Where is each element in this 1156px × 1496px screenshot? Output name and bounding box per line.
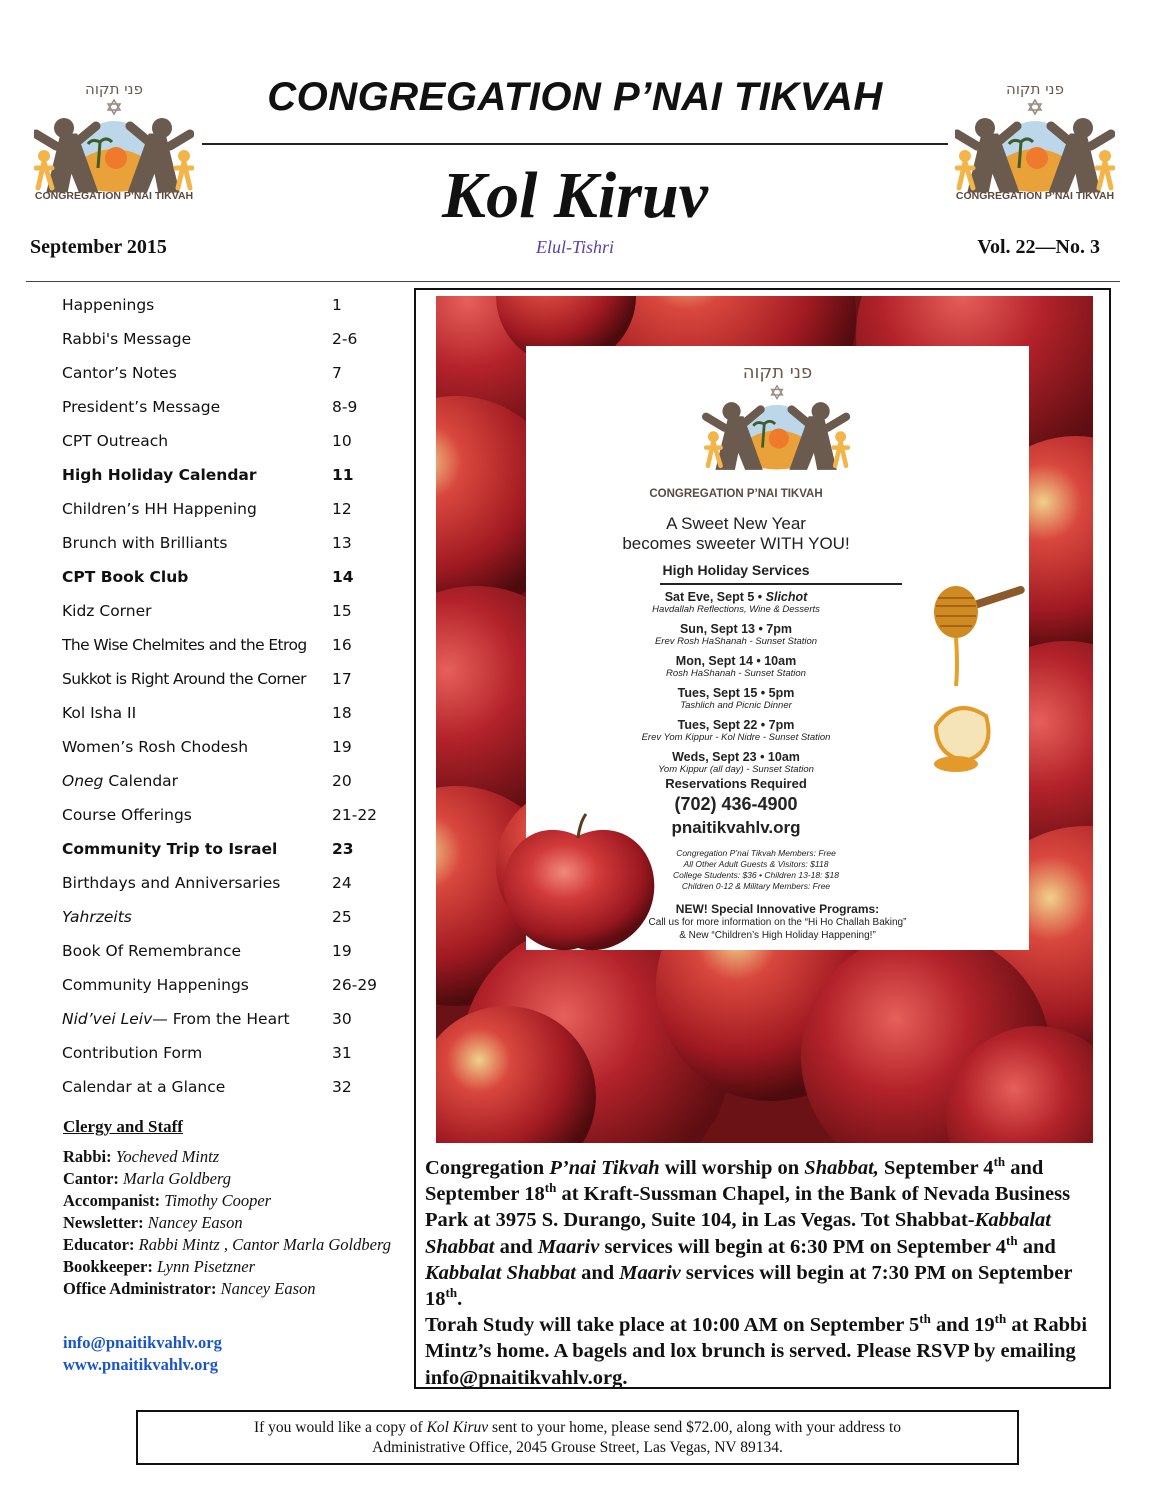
toc-title: Community Happenings — [62, 976, 249, 994]
flyer-price-line: Children 0-12 & Military Members: Free — [681, 881, 831, 891]
toc-page: 13 — [332, 534, 352, 552]
toc-title: High Holiday Calendar — [62, 466, 257, 484]
worship-text: at Kraft-Sussman Chapel, in the Bank of Nevada Business Park at 3975 S. Durango, Suite 104, in Las Vegas. Tot Shabbat- — [425, 1183, 1071, 1232]
flyer-event-list — [526, 590, 946, 782]
toc-row[interactable] — [62, 934, 402, 968]
toc-row[interactable] — [62, 662, 402, 696]
toc-row[interactable] — [62, 288, 402, 322]
toc-row[interactable] — [62, 526, 402, 560]
toc-title: Rabbi's Message — [62, 330, 192, 348]
toc-row[interactable] — [62, 560, 402, 594]
staff-member — [63, 1278, 393, 1300]
flyer-event — [526, 686, 946, 711]
worship-text: Maariv — [537, 1235, 600, 1258]
ordinal-suffix: th — [993, 1154, 1006, 1170]
footer-text: sent to your home, please send $72.00, along with your address to — [488, 1419, 902, 1436]
toc-title: Brunch with Brilliants — [62, 534, 228, 552]
flyer-tagline-2: becomes sweeter WITH YOU! — [622, 534, 850, 553]
toc-page: 1 — [332, 296, 342, 314]
worship-text: will worship on — [659, 1157, 805, 1179]
toc-page: 21-22 — [332, 806, 378, 824]
worship-text: Shabbat, — [804, 1157, 879, 1179]
worship-text: Maariv — [619, 1261, 681, 1284]
flyer-event-time: Sun, Sept 13 • 7pm — [679, 622, 793, 636]
staff-member — [63, 1212, 393, 1234]
staff-name: Nancey Eason — [147, 1213, 243, 1232]
flyer-tagline-1: A Sweet New Year — [666, 514, 806, 533]
toc-title: Calendar at a Glance — [62, 1078, 226, 1096]
staff-member — [63, 1234, 393, 1256]
toc-page: 14 — [332, 568, 354, 586]
torah-study-text: Torah Study will take place at 10:00 AM on September 5 — [425, 1314, 920, 1337]
staff-role: Educator: — [63, 1235, 135, 1254]
toc-row[interactable] — [62, 730, 402, 764]
toc-page: 23 — [332, 840, 354, 858]
toc-row[interactable] — [62, 968, 402, 1002]
toc-title: Kidz Corner — [62, 602, 152, 620]
flyer-event-time: Sat Eve, Sept 5 • — [664, 590, 766, 604]
toc-page: 26-29 — [332, 976, 378, 994]
staff-heading: Clergy and Staff — [63, 1117, 183, 1136]
flyer-event-when — [526, 590, 946, 604]
toc-title-italic: Yahrzeits — [62, 908, 132, 926]
worship-text: Kabbalat Shabbat — [425, 1261, 576, 1284]
toc-page: 8-9 — [332, 398, 358, 416]
worship-text: September 4 — [878, 1157, 994, 1179]
flyer-event-detail: Rosh HaShanah - Sunset Station — [666, 668, 806, 679]
flyer-event-detail: Erev Rosh HaShanah - Sunset Station — [654, 636, 818, 647]
issue-date: September 2015 — [30, 236, 167, 258]
worship-text: and — [494, 1235, 538, 1258]
toc-row[interactable] — [62, 458, 402, 492]
flyer-event-time: Tues, Sept 15 • 5pm — [677, 686, 795, 700]
toc-title: The Wise Chelmites and the Etrog — [62, 636, 307, 654]
staff-role: Cantor: — [63, 1169, 119, 1188]
toc-title: CPT Outreach — [62, 432, 169, 450]
worship-text: services will begin at 6:30 PM on September 4 — [599, 1235, 1007, 1258]
toc-row[interactable] — [62, 696, 402, 730]
logo-right — [955, 80, 1115, 220]
flyer-event-when — [526, 750, 946, 764]
toc-row[interactable] — [62, 866, 402, 900]
staff-member — [63, 1190, 393, 1212]
staff-role: Accompanist: — [63, 1191, 161, 1210]
toc-row[interactable] — [62, 322, 402, 356]
toc-row[interactable] — [62, 390, 402, 424]
toc-title: CPT Book Club — [62, 568, 189, 586]
logo-caption: CONGREGATION P’NAI TIKVAH — [34, 190, 194, 202]
toc-row[interactable] — [62, 764, 402, 798]
toc-page: 16 — [332, 636, 352, 654]
footer-text: Kol Kiruv — [426, 1419, 489, 1436]
flyer-event-when — [526, 718, 946, 732]
toc-row[interactable] — [62, 1002, 402, 1036]
ordinal-suffix: th — [1006, 1232, 1018, 1248]
website-link[interactable]: www.pnaitikvahlv.org — [63, 1355, 218, 1374]
toc-title: Children’s HH Happening — [62, 500, 257, 518]
flyer-new-programs: NEW! Special Innovative Programs: — [675, 902, 880, 916]
worship-text: services will begin at 7:30 PM on September 18 — [425, 1261, 1073, 1311]
toc-title-italic: Nid’vei Leiv — [62, 1010, 153, 1028]
flyer-event-time: Mon, Sept 14 • 10am — [675, 654, 797, 668]
toc-row[interactable] — [62, 628, 402, 662]
toc-page: 24 — [332, 874, 352, 892]
toc-title: Community Trip to Israel — [62, 840, 278, 858]
toc-row[interactable] — [62, 900, 402, 934]
toc-title: Kol Isha II — [62, 704, 137, 722]
flyer-event-name: Slichot — [765, 590, 808, 604]
toc-title: President’s Message — [62, 398, 221, 416]
footer-address: Administrative Office, 2045 Grouse Street, Las Vegas, NV 89134. — [372, 1439, 783, 1456]
apple-icon — [496, 808, 660, 958]
toc-row[interactable] — [62, 594, 402, 628]
flyer-price-line: College Students: $36 • Children 13-18: $18 — [672, 870, 839, 880]
staff-role: Rabbi: — [63, 1147, 112, 1166]
toc-row[interactable] — [62, 798, 402, 832]
toc-title-rest: Calendar — [103, 772, 179, 790]
flyer-phone[interactable]: (702) 436-4900 — [674, 794, 798, 814]
header-divider — [26, 281, 1120, 282]
toc-row[interactable] — [62, 424, 402, 458]
toc-row[interactable] — [62, 832, 402, 866]
worship-text: and September 18 — [425, 1157, 1044, 1206]
toc-page: 15 — [332, 602, 352, 620]
toc-page: 11 — [332, 466, 354, 484]
staff-name: Marla Goldberg — [123, 1169, 232, 1188]
flyer-website[interactable]: pnaitikvahlv.org — [671, 818, 801, 837]
flyer-event — [526, 654, 946, 679]
toc-title: Cantor’s Notes — [62, 364, 177, 382]
staff-name: Rabbi Mintz , Cantor Marla Goldberg — [138, 1235, 392, 1254]
table-of-contents — [62, 288, 402, 1104]
hebrew-month: Elul-Tishri — [535, 237, 615, 257]
staff-list — [63, 1146, 393, 1300]
worship-text: P’nai Tikvah — [549, 1157, 660, 1179]
toc-page: 30 — [332, 1010, 352, 1028]
flyer-price-line: Congregation P’nai Tikvah Members: Free — [676, 848, 836, 858]
toc-row[interactable] — [62, 492, 402, 526]
contact-links — [63, 1332, 222, 1376]
torah-study-text: and 19 — [930, 1314, 995, 1337]
flyer-event-detail: Erev Yom Kippur - Kol Nidre - Sunset Station — [641, 732, 831, 743]
torah-study-text: at Rabbi Mintz’s home. A bagels and lox brunch is served. Please RSVP by emailing info@pnaitikvahlv.org. — [425, 1314, 1088, 1389]
staff-role: Newsletter: — [63, 1213, 144, 1232]
staff-role: Bookkeeper: — [63, 1257, 153, 1276]
flyer-rule — [660, 583, 902, 585]
staff-member — [63, 1146, 393, 1168]
ordinal-suffix: th — [994, 1311, 1007, 1327]
flyer-services-title: High Holiday Services — [662, 562, 810, 578]
toc-page: 20 — [332, 772, 352, 790]
toc-title — [62, 772, 332, 790]
subscription-note — [136, 1410, 1019, 1465]
flyer-event-detail: Yom Kippur (all day) - Sunset Station — [658, 764, 814, 775]
flyer-programs-1: Call us for more information on the “Hi Ho Challah Baking” — [648, 917, 907, 928]
header-rule — [202, 143, 948, 145]
toc-page: 7 — [332, 364, 342, 382]
flyer-hebrew: פני תקוה — [742, 362, 813, 383]
staff-name: Lynn Pisetzner — [156, 1257, 255, 1276]
congregation-title: CONGREGATION P’NAI TIKVAH — [267, 75, 883, 119]
toc-page: 10 — [332, 432, 352, 450]
flyer-event-time: Weds, Sept 23 • 10am — [672, 750, 800, 764]
flyer-caption: CONGREGATION P’NAI TIKVAH — [649, 488, 823, 500]
worship-announcement — [425, 1155, 1110, 1391]
worship-text: . — [457, 1288, 463, 1311]
toc-row[interactable] — [62, 356, 402, 390]
toc-title: Happenings — [62, 296, 155, 314]
staff-member — [63, 1168, 393, 1190]
flyer-event — [526, 718, 946, 743]
toc-page: 25 — [332, 908, 352, 926]
toc-title — [62, 1010, 332, 1028]
toc-title: Sukkot is Right Around the Corner — [62, 670, 306, 688]
toc-title — [62, 908, 332, 926]
flyer-event-detail: Tashlich and Picnic Dinner — [680, 700, 792, 711]
flyer-event-detail: Havdallah Reflections, Wine & Desserts — [652, 604, 820, 615]
flyer-event — [526, 750, 946, 775]
toc-title: Women’s Rosh Chodesh — [62, 738, 249, 756]
toc-title: Book Of Remembrance — [62, 942, 242, 960]
ordinal-suffix: th — [919, 1311, 931, 1327]
flyer-event-time: Tues, Sept 22 • 7pm — [677, 718, 795, 732]
staff-role: Office Administrator: — [63, 1279, 217, 1298]
toc-page: 18 — [332, 704, 352, 722]
toc-row[interactable] — [62, 1036, 402, 1070]
logo-caption: CONGREGATION P’NAI TIKVAH — [955, 190, 1115, 202]
toc-page: 19 — [332, 738, 352, 756]
flyer-event — [526, 622, 946, 647]
toc-page: 2-6 — [332, 330, 358, 348]
logo-hebrew: פני תקוה — [1006, 80, 1064, 98]
flyer-event — [526, 590, 946, 615]
toc-title-italic: Oneg — [62, 772, 104, 790]
worship-text: Congregation — [425, 1157, 550, 1179]
flyer-programs-2: & New “Children’s High Holiday Happening!” — [679, 930, 876, 941]
staff-name: Timothy Cooper — [164, 1191, 272, 1210]
staff-name: Nancey Eason — [220, 1279, 316, 1298]
honey-dipper-icon — [926, 576, 1026, 796]
toc-page: 19 — [332, 942, 352, 960]
logo-hebrew: פני תקוה — [85, 80, 143, 98]
toc-title: Course Offerings — [62, 806, 192, 824]
logo-left — [34, 80, 194, 220]
newsletter-masthead: Kol Kiruv — [442, 159, 708, 232]
worship-text: and — [575, 1261, 620, 1284]
footer-text: If you would like a copy of — [253, 1419, 427, 1436]
toc-title: Birthdays and Anniversaries — [62, 874, 281, 892]
flyer-reservations: Reservations Required — [665, 776, 807, 791]
volume-number: Vol. 22—No. 3 — [977, 236, 1100, 258]
worship-text: Kabbalat Shabbat — [425, 1209, 1051, 1258]
staff-name: Yocheved Mintz — [115, 1147, 220, 1166]
ordinal-suffix: th — [445, 1285, 458, 1301]
toc-page: 32 — [332, 1078, 352, 1096]
toc-page: 31 — [332, 1044, 352, 1062]
toc-title: Contribution Form — [62, 1044, 203, 1062]
toc-page: 12 — [332, 500, 352, 518]
toc-page: 17 — [332, 670, 352, 688]
flyer-event-when — [526, 654, 946, 668]
flyer-logo-icon — [682, 384, 872, 484]
flyer-event-when — [526, 622, 946, 636]
toc-title-rest: — From the Heart — [152, 1010, 290, 1028]
ordinal-suffix: th — [544, 1180, 557, 1196]
staff-member — [63, 1256, 393, 1278]
email-link[interactable]: info@pnaitikvahlv.org — [63, 1333, 222, 1352]
toc-row[interactable] — [62, 1070, 402, 1104]
flyer-price-line: All Other Adult Guests & Visitors: $118 — [683, 859, 829, 869]
worship-text: and — [1017, 1235, 1056, 1258]
flyer-event-when — [526, 686, 946, 700]
